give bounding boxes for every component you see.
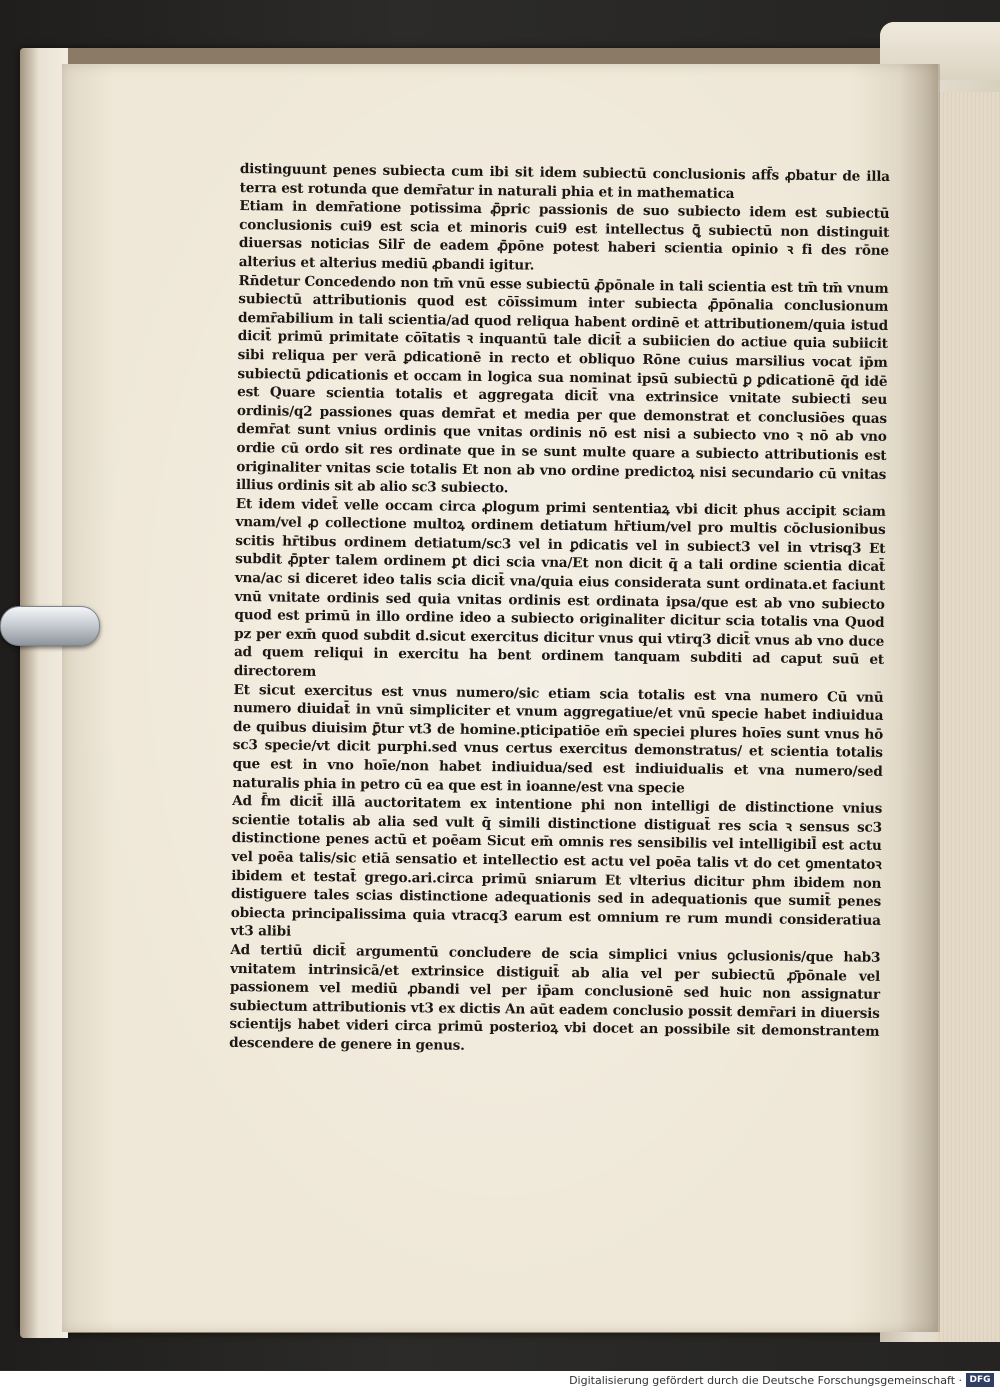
- paragraph-3: Rn̄detur Concedendo non tm̄ vnū esse subiectū ꝓ̄pōnale in tali scientia est tm̄ tm̄ vnum subiectū attributionis quod est cōīssimum inter subiecta ꝓ̄pōnalia conclusionum demr̄abilium in tali scientia/ad quod reliqua habent ordinē et attributionem/quia istud dicit̄ primū primitate cōītatis ꝛ inquantū tale dicit̄ a subiicien do actiue quia subiicit sibi reliqua per verā ꝑdicationē in recto et obliquo Rōne cuius marsilius vocat ip̄m subiectū ꝑdicationis et occam in logica sua nominat ipsū subiectū ꝑ ꝑdicationē q̄d idē est Quare scientia totalis et aggregata dicit̄ vna extrinsice vnitate subiecti seu ordinis/q2 passiones quas demr̄at et media per que demonstrat et conclusiōes quas demr̄at sunt vnius ordinis que vnitas ordinis nō est nisi a subiecto vno ꝛ nō ab vno ordie cū ordo sit res ordinate que in se sunt multe quare a subiecto attributionis est originaliter vnitas scie totalis Et non ab vno ordine predictoꝝ nisi secundario cū vnitas illius ordinis sit ab alio sc3 subiecto.: [235, 272, 889, 497]
- paragraph-2: Etiam in demr̄atione potissima ꝓ̄pric passionis de suo subiecto idem est subiectū conclusionis cui9 est scia et minoris cui9 est intellectus ꝗ̄ subiectū non distinguit diuersas noticias Silr̄ de eadem ꝓ̄pōne potest haberi scientia opinio ꝛ fi des rōne alterius et alterius mediū ꝓbandi igitur.: [238, 198, 890, 274]
- paragraph-1: distinguunt penes subiecta cum ibi sit idem subiectū conclusionis aff̄s ꝓbatur de illa terra est rotunda que demr̄atur in naturali phia et in mathematica: [239, 160, 890, 202]
- paragraph-4: Et idem videt̄ velle occam circa ꝓlogum primi sententiaꝝ vbi dicit phus accipit sciam vnam/vel ꝓ collectione multoꝝ ordinem detiatum hr̄tium/vel pro multis cōclusionibus scitis hr̄tibus ordinem detiatum/sc3 vel in ꝑdicatis vel in subiect3 vel in vtrisq3 Et subdit ꝓ̄pter talem ordinem ꝑt dici scia vna/Et non dicit q̄ a tali ordine scientia dicat̄ vna/ac si diceret ideo talis scia dicit̄ vna/quia eius considerata sunt ordinata.et faciunt vnū vnitate ordinis sed quia vnitas ordinis est ordinata ipsa/que est ab vno subiecto quod est primū in illo ordine ideo a subiecto originaliter dicitur scia totalis vna Quod pz per exm̄ quod subdit d.sicut exercitus dicitur vnus qui vtirq3 dicit̄ vnus ab vno duce ad quem reliqui in exercitu ha bent ordinem tanquam subditi ad caput suū et directorem: [233, 495, 886, 680]
- page-edges: [936, 92, 1000, 1342]
- funding-credit: Digitalisierung gefördert durch die Deutsche Forschungsgemeinschaft ·: [569, 1374, 962, 1387]
- page-clip-holder: [0, 606, 100, 646]
- paragraph-7: Ad tertiū dicit̄ argumentū concludere de scia simplici vnius ꝯclusionis/que hab3 vnitatem intrinsicā/et extrinsice distiguit̄ ab alia vel per subiectū ꝓ̄pōnale vel passionem vel mediū ꝓbandi vel per ip̄am conclusionē sed huic non assignatur subiectum attributionis vt3 ex dictis An aūt eadem conclusio possit demr̄ari in diuersis scientijs habet videri circa primū posterioꝝ vbi docet an possibile sit demonstrantem descendere de genere in genus.: [229, 941, 881, 1054]
- dfg-logo: DFG: [966, 1373, 994, 1387]
- page-fold-shadow: [900, 64, 940, 1332]
- paragraph-6: Ad f̄m dicit̄ illā auctoritatem ex intentione phi non intelligi de distinctione vnius scientie totalis ab alia sed vult q̄ simili distinctione distiguat̄ res scia ꝛ sensus sc3 distinctione penes actū et poēam Sicut em̄ omnis res sensibilis vel intelligibil̄ est actu vel poēa talis/sic etiā sensatio et intellectio est actu vel poēa talis vt do cet ꝯmentatoꝛ ibidem et testat̄ grego.ari.circa primū sniarum Et vlterius dicitur phm ibidem non distiguere tales scias distinctione adequationis sed in adequationis que sumit̄ penes obiecta principalissima quia vtracq3 earum est omnium re rum mundi consideratiua vt3 alibi: [230, 793, 883, 941]
- page-text-column: [228, 160, 890, 1128]
- binding-edge: [20, 48, 68, 1338]
- paragraph-5: Et sicut exercitus est vnus numero/sic etiam scia totalis est vna numero Cū vnū numero diuidat̄ in vnū simpliciter et vnum aggregatiue/et vnū specie habet indiuidua de quibus diuisim ꝑ̄tur vt3 de homine.pticipatiōe em̄ speciei plures hoīes sunt vnus hō sc3 specie/vt dicit purphi.sed vnus certus exercitus demonstratus/ et scientia totalis que est in vno hoīe/non habet indiuidua/sed est indiuidualis et vna numero/sed naturalis phia in petro cū ea que est in ioanne/est vna specie: [232, 681, 884, 797]
